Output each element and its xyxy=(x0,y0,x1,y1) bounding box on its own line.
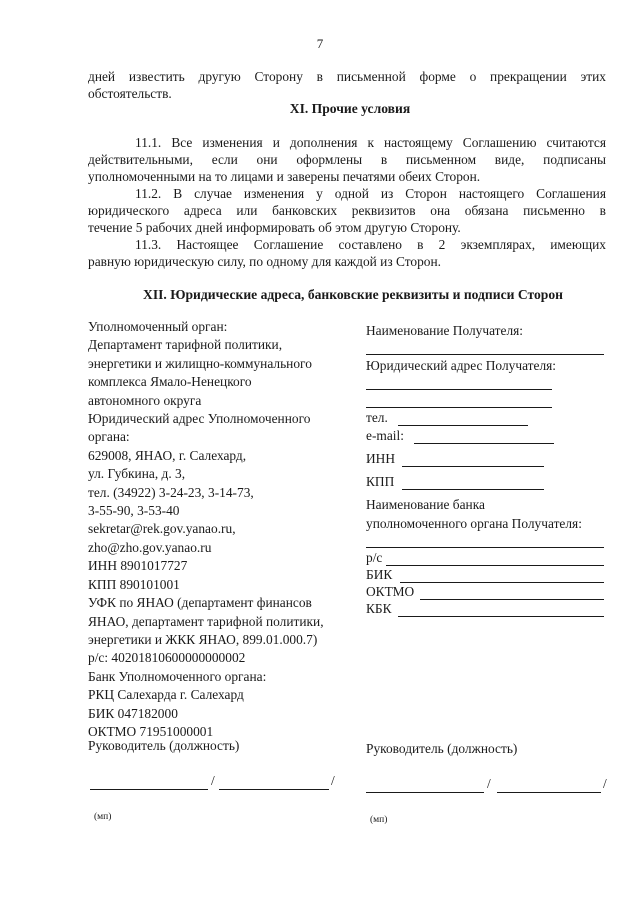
clause-11-2 xyxy=(88,185,606,236)
left-line: КПП 890101001 xyxy=(88,576,180,592)
right-signature-slash-end: / xyxy=(603,776,607,791)
oktmo-blank xyxy=(420,599,604,600)
bank-name-label: Наименование банка xyxy=(366,497,485,512)
left-signature-slash-end: / xyxy=(331,773,335,788)
recipient-address-blank xyxy=(366,389,552,390)
intro-line: обстоятельств. xyxy=(88,86,172,101)
left-line: энергетики и жилищно-коммунального xyxy=(88,355,312,371)
left-line: ул. Губкина, д. 3, xyxy=(88,466,186,482)
left-line: ОКТМО 71951000001 xyxy=(88,723,214,739)
section-11-heading: XI. Прочие условия xyxy=(289,101,411,116)
recipient-name-blank xyxy=(366,354,604,355)
email-blank xyxy=(414,443,554,444)
clause-line: уполномоченными на то лицами и заверены печатями обеих Сторон. xyxy=(88,169,481,184)
intro-line: дней известить другую Сторону в письменной форме о прекращении этих xyxy=(88,69,606,84)
left-line: тел. (34922) 3-24-23, 3-14-73, xyxy=(88,484,254,500)
clause-line: 11.1. Все изменения и дополнения к настоящему Соглашению считаются xyxy=(135,135,606,150)
clause-line: равную юридическую силу, по одному для каждой из Сторон. xyxy=(88,254,441,269)
page-number: 7 xyxy=(316,36,324,51)
kbk-blank xyxy=(398,616,604,617)
clause-line: юридического адреса или банковских реквизитов она обязана письменно в xyxy=(88,203,606,218)
email-label: e-mail: xyxy=(366,428,404,443)
left-line: БИК 047182000 xyxy=(88,705,178,721)
bik-label: БИК xyxy=(366,567,393,582)
left-line: энергетики и ЖКК ЯНАО, 899.01.000.7) xyxy=(88,631,318,647)
left-signature-blank xyxy=(90,789,208,790)
right-name-blank xyxy=(497,792,601,793)
clause-line: действительными, если они оформлены в письменном виде, подписаны xyxy=(88,152,606,167)
kbk-label: КБК xyxy=(366,601,392,616)
right-signature-heading: Руководитель (должность) xyxy=(366,741,518,756)
recipient-address-label: Юридический адрес Получателя: xyxy=(366,358,557,373)
left-line: 629008, ЯНАО, г. Салехард, xyxy=(88,447,247,463)
intro-paragraph xyxy=(88,68,606,102)
rs-label: р/с xyxy=(366,550,383,565)
clause-11-1 xyxy=(88,134,606,185)
left-line: sekretar@rek.gov.yanao.ru, xyxy=(88,521,236,537)
left-line: 3-55-90, 3-53-40 xyxy=(88,503,180,519)
right-signature-blank xyxy=(366,792,484,793)
bank-name-label-2: уполномоченного органа Получателя: xyxy=(366,516,582,531)
left-line: РКЦ Салехарда г. Салехард xyxy=(88,687,244,703)
recipient-address-blank xyxy=(366,407,552,408)
left-line: УФК по ЯНАО (департамент финансов xyxy=(88,595,312,611)
recipient-name-label: Наименование Получателя: xyxy=(366,323,524,338)
bik-blank xyxy=(400,582,604,583)
right-stamp-placeholder: (мп) xyxy=(370,815,388,825)
left-line: ИНН 8901017727 xyxy=(88,558,188,574)
left-stamp-placeholder: (мп) xyxy=(94,812,112,822)
tel-blank xyxy=(398,425,528,426)
kpp-blank xyxy=(402,489,544,490)
clause-line: течение 5 рабочих дней информировать об этом другую Сторону. xyxy=(88,220,461,235)
bank-name-blank xyxy=(366,547,604,548)
rs-blank xyxy=(386,565,604,566)
left-line: автономного округа xyxy=(88,392,202,408)
left-line: р/с: 40201810600000000002 xyxy=(88,650,246,666)
left-name-blank xyxy=(219,789,329,790)
left-column xyxy=(88,318,358,741)
left-line: Юридический адрес Уполномоченного xyxy=(88,411,311,427)
left-line: органа: xyxy=(88,429,130,445)
left-line: ЯНАО, департамент тарифной политики, xyxy=(88,613,324,629)
inn-label: ИНН xyxy=(366,451,396,466)
left-signature-heading: Руководитель (должность) xyxy=(88,738,240,753)
oktmo-label: ОКТМО xyxy=(366,584,415,599)
left-line: zho@zho.gov.yanao.ru xyxy=(88,539,212,555)
left-line: Департамент тарифной политики, xyxy=(88,337,283,353)
right-signature-slash: / xyxy=(487,776,491,791)
left-line: Уполномоченный орган: xyxy=(88,319,228,334)
left-signature-slash: / xyxy=(211,773,215,788)
inn-blank xyxy=(402,466,544,467)
clause-line: 11.3. Настоящее Соглашение составлено в 2 экземплярах, имеющих xyxy=(135,237,606,252)
clause-line: 11.2. В случае изменения у одной из Сторон настоящего Соглашения xyxy=(135,186,606,201)
kpp-label: КПП xyxy=(366,474,395,489)
section-12-heading: XII. Юридические адреса, банковские реквизиты и подписи Сторон xyxy=(143,287,563,302)
clause-11-3 xyxy=(88,236,606,270)
left-line: Банк Уполномоченного органа: xyxy=(88,668,267,684)
left-line: комплекса Ямало-Ненецкого xyxy=(88,374,252,390)
tel-label: тел. xyxy=(366,410,388,425)
